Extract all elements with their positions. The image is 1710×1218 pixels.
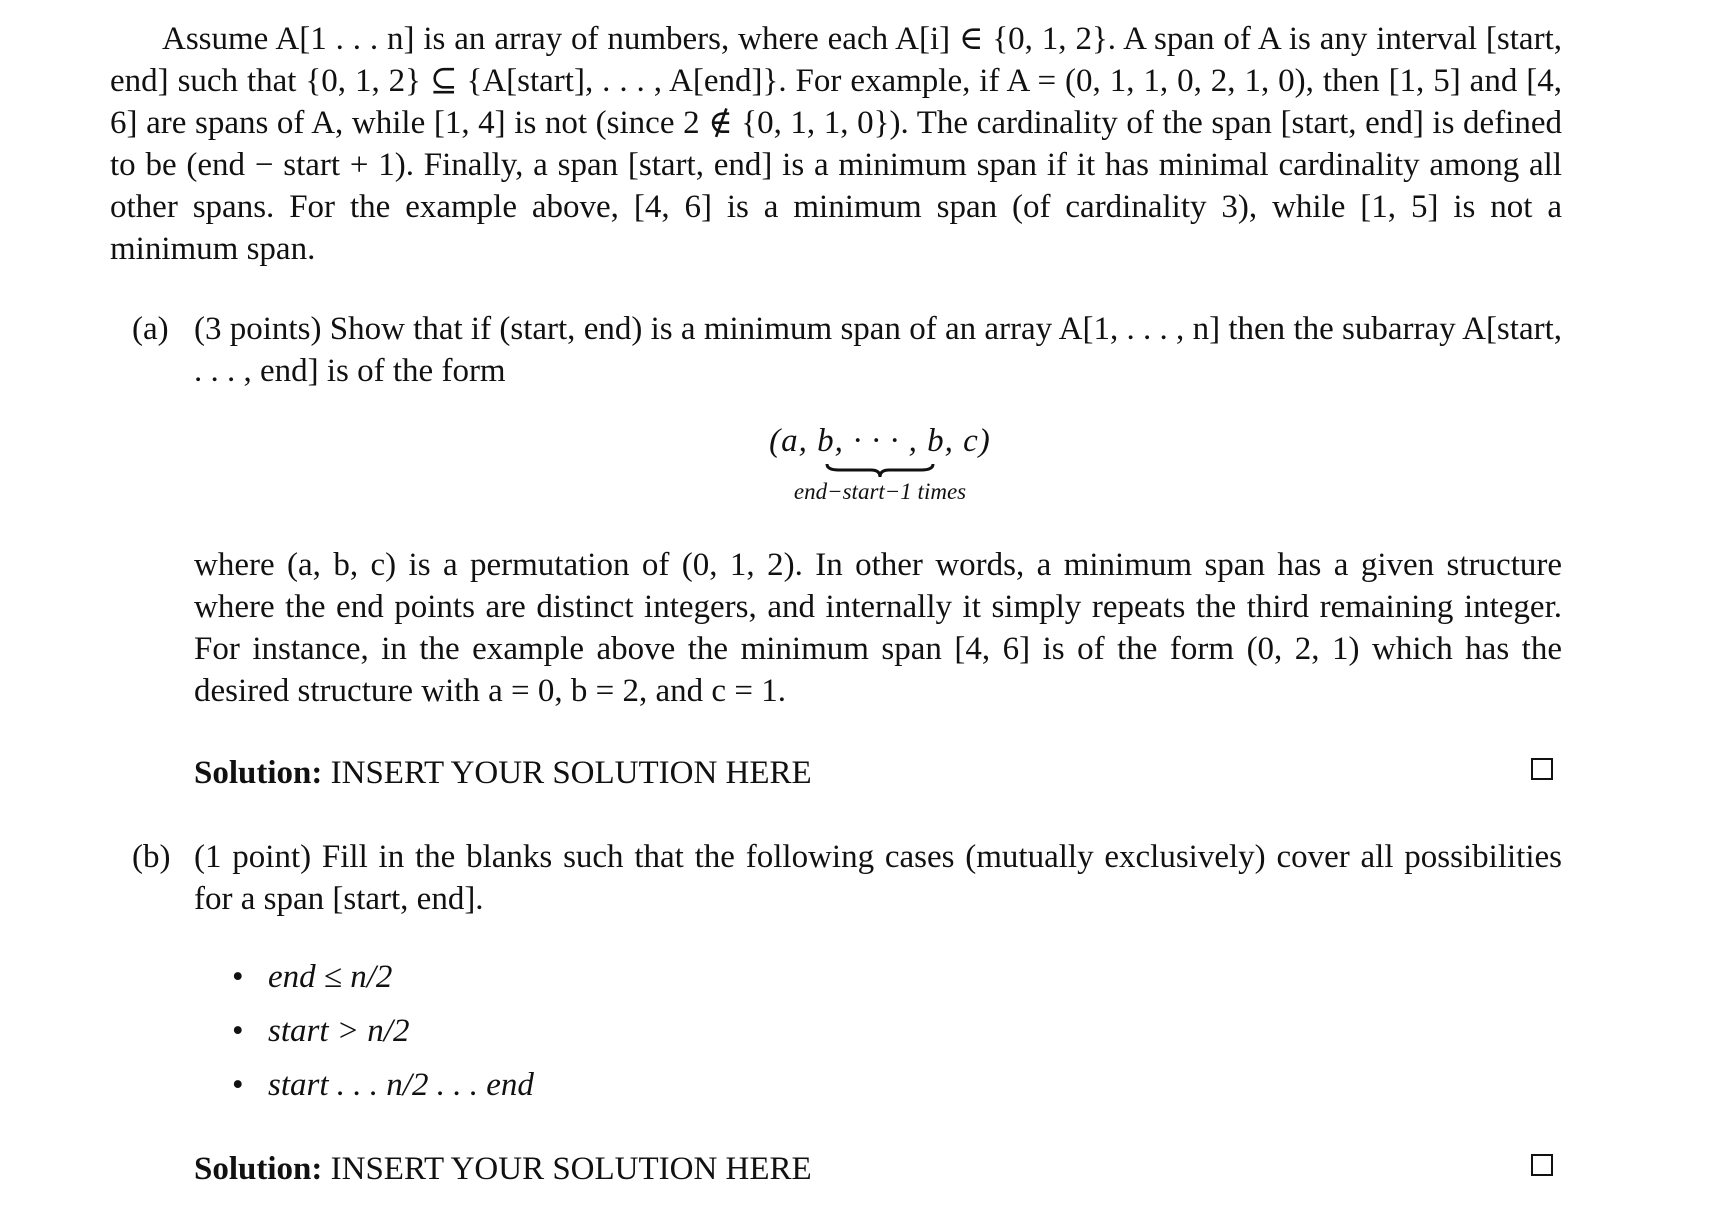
part-a-checkbox[interactable] xyxy=(1531,758,1553,780)
part-b-label: (b) xyxy=(132,839,171,875)
formula-block xyxy=(700,420,1060,506)
part-a-solution xyxy=(194,752,812,794)
part-b xyxy=(132,836,1562,920)
solution-label: Solution: xyxy=(194,1151,323,1187)
intro-paragraph: Assume A[1 . . . n] is an array of numbers, where each A[i] ∈ {0, 1, 2}. A span of A is any interval [start, end] such that {0, 1, 2} ⊆ {A[start], . . . , A[end]}. For example, if A = (0, 1, 1, 0, 2, 1, 0), then [1, 5] and [4, 6] are spans of A, while [1, 4] is not (since 2 ∉ {0, 1, 1, 0}). The cardinality of the span [start, end] is defined to be (end − start + 1). Finally, a span [start, end] is a minimum span if it has minimal cardinality among all other spans. For the example above, [4, 6] is a minimum span (of cardinality 3), while [1, 5] is not a minimum span. xyxy=(110,21,1562,267)
part-b-statement: (1 point) Fill in the blanks such that the following cases (mutually exclusively) cover all possibilities for a span [start, end]. xyxy=(194,839,1562,917)
solution-text[interactable]: INSERT YOUR SOLUTION HERE xyxy=(330,1151,812,1187)
part-b-checkbox[interactable] xyxy=(1531,1154,1553,1176)
formula-brace-label: end−start−1 times xyxy=(793,479,967,504)
part-a xyxy=(132,308,1562,392)
solution-label: Solution: xyxy=(194,755,323,791)
underbrace-icon xyxy=(825,462,935,478)
case-item: • start . . . n/2 . . . end xyxy=(232,1058,534,1112)
case-item: • end ≤ n/2 xyxy=(232,950,534,1004)
case-item: • start > n/2 xyxy=(232,1004,534,1058)
formula: (a, b, · · · , b, c) xyxy=(769,423,991,459)
part-a-explanation: where (a, b, c) is a permutation of (0, 1, 2). In other words, a minimum span has a given structure where the end points are distinct integers, and internally it simply repeats the third remaining integer. For instance, in the example above the minimum span [4, 6] is of the form (0, 2, 1) which has the desired structure with a = 0, b = 2, and c = 1. xyxy=(194,547,1562,709)
solution-text[interactable]: INSERT YOUR SOLUTION HERE xyxy=(330,755,812,791)
case-list xyxy=(232,950,534,1112)
part-a-label: (a) xyxy=(132,311,169,347)
part-b-solution xyxy=(194,1148,812,1190)
problem-intro xyxy=(110,18,1562,270)
part-a-statement: (3 points) Show that if (start, end) is a minimum span of an array A[1, . . . , n] then the subarray A[start, . . . , end] is of the form xyxy=(194,311,1562,389)
